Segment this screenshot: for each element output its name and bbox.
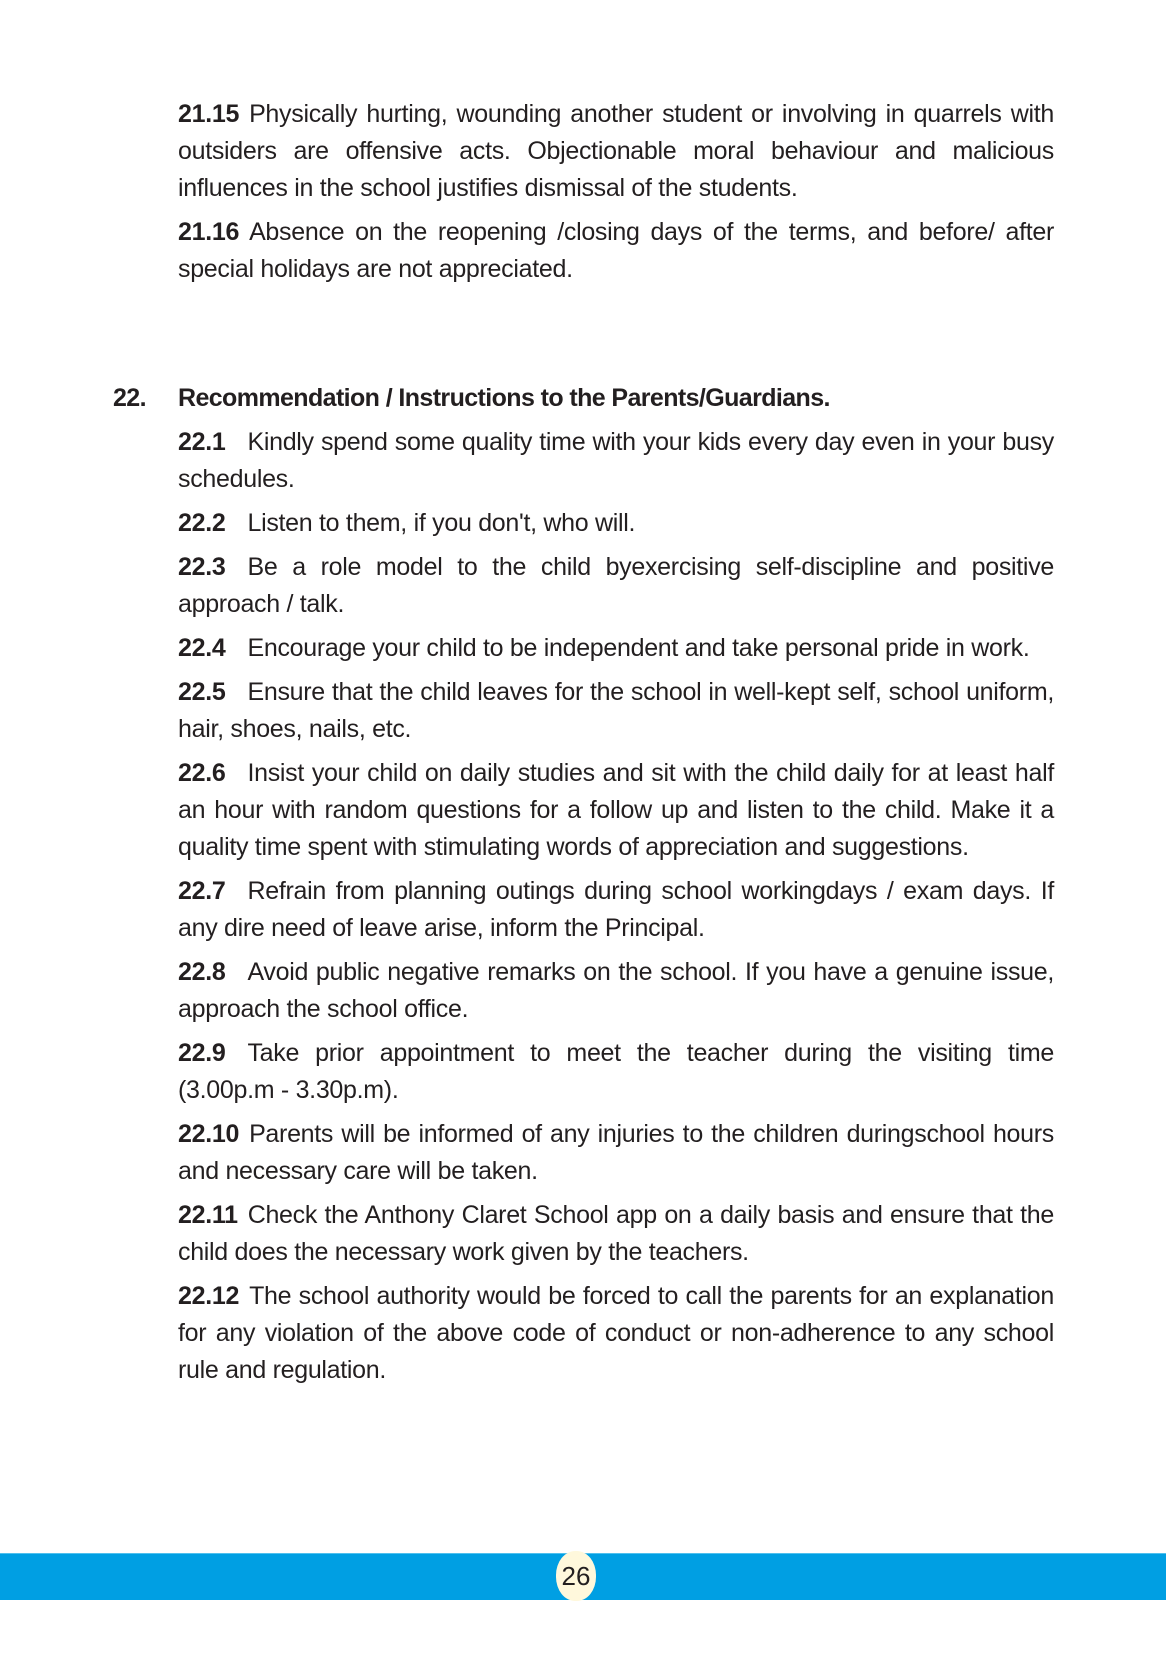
item-text: Ensure that the child leaves for the school in well-kept self, school uniform, hair, shoes, nails, etc. — [178, 678, 1054, 743]
item-22-1 — [178, 424, 1054, 498]
item-22-8 — [178, 954, 1054, 1028]
item-number: 22.12 — [178, 1282, 240, 1310]
page-number: 26 — [561, 1560, 591, 1591]
item-22-7 — [178, 873, 1054, 947]
item-22-6 — [178, 755, 1054, 866]
item-number: 22.10 — [178, 1120, 240, 1148]
item-text: Listen to them, if you don't, who will. — [247, 509, 636, 537]
item-22-5 — [178, 674, 1054, 748]
item-number: 22.9 — [178, 1039, 226, 1067]
item-text: The school authority would be forced to call the parents for an explanation for any violation of the above code of conduct or non-adherence to any school rule and regulation. — [178, 1282, 1054, 1384]
item-number: 21.15 — [178, 100, 240, 128]
item-22-3 — [178, 549, 1054, 623]
item-number: 22.6 — [178, 759, 226, 787]
item-number: 21.16 — [178, 218, 240, 246]
item-22-9 — [178, 1035, 1054, 1109]
page-number-badge — [556, 1551, 596, 1601]
item-text: Absence on the reopening /closing days of the terms, and before/ after special holidays are not appreciated. — [178, 218, 1054, 283]
item-number: 22.7 — [178, 877, 226, 905]
item-text: Encourage your child to be independent and take personal pride in work. — [247, 634, 1030, 662]
item-text: Kindly spend some quality time with your kids every day even in your busy schedules. — [178, 428, 1054, 493]
item-text: Take prior appointment to meet the teacher during the visiting time (3.00p.m - 3.30p.m). — [178, 1039, 1054, 1104]
item-number: 22.11 — [178, 1201, 238, 1229]
item-21-16 — [178, 214, 1054, 288]
item-number: 22.2 — [178, 509, 226, 537]
item-text: Insist your child on daily studies and sit with the child daily for at least half an hour with random questions for a follow up and listen to the child. Make it a quality time spent with stimulating words of appreciation and suggestions. — [178, 759, 1054, 861]
item-22-11 — [178, 1197, 1054, 1271]
item-number: 22.1 — [178, 428, 226, 456]
item-text: Avoid public negative remarks on the school. If you have a genuine issue, approach the school office. — [178, 958, 1054, 1023]
section-title: Recommendation / Instructions to the Parents/Guardians. — [178, 384, 830, 412]
item-number: 22.8 — [178, 958, 226, 986]
item-text: Check the Anthony Claret School app on a daily basis and ensure that the child does the necessary work given by the teachers. — [178, 1201, 1054, 1266]
item-22-2 — [178, 505, 1054, 542]
item-text: Refrain from planning outings during school workingdays / exam days. If any dire need of leave arise, inform the Principal. — [178, 877, 1054, 942]
item-21-15 — [178, 96, 1054, 207]
item-number: 22.3 — [178, 553, 226, 581]
item-22-4 — [178, 630, 1054, 667]
section-number: 22. — [113, 384, 146, 412]
item-22-10 — [178, 1116, 1054, 1190]
item-number: 22.5 — [178, 678, 226, 706]
item-text: Parents will be informed of any injuries to the children duringschool hours and necessary care will be taken. — [178, 1120, 1054, 1185]
item-22-12 — [178, 1278, 1054, 1389]
section-22-items — [178, 424, 1054, 1396]
item-text: Be a role model to the child byexercising self-discipline and positive approach / talk. — [178, 553, 1054, 618]
section-21-items — [178, 96, 1054, 295]
item-text: Physically hurting, wounding another student or involving in quarrels with outsiders are offensive acts. Objectionable moral behaviour and malicious influences in the school justifies dismissal of the students. — [178, 100, 1054, 202]
item-number: 22.4 — [178, 634, 226, 662]
section-22-heading — [113, 380, 1053, 417]
